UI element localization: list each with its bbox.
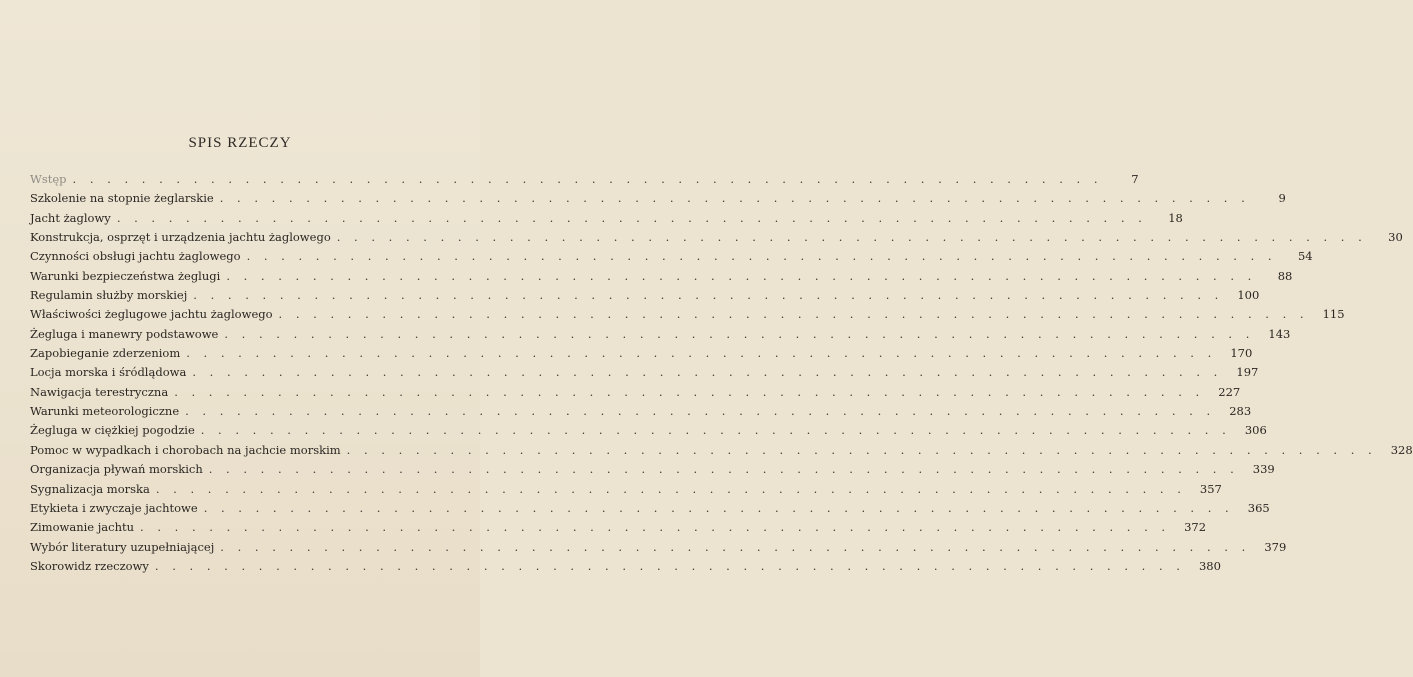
toc-entry-page-number: 115 <box>1322 307 1345 322</box>
toc-entry <box>30 441 1413 460</box>
toc-entry <box>30 286 1260 305</box>
toc-entry-label: Zimowanie jachtu <box>30 520 135 535</box>
toc-entry-page-number: 365 <box>1247 500 1270 515</box>
toc-entry <box>30 209 1183 228</box>
toc-dot-leader: . . . . . . . . . . . . . . . . . . . . . . . . . . . . . . . . . . . . . . . . . . . . . . . . . . . . . . . . . . . . <box>208 462 1239 477</box>
toc-entry <box>30 247 1313 266</box>
toc-entry <box>30 189 1286 208</box>
toc-entry-label: Właściwości żeglugowe jachtu żaglowego <box>30 307 273 322</box>
toc-entry-label: Sygnalizacja morska <box>30 481 150 496</box>
toc-entry-page-number: 100 <box>1237 288 1260 303</box>
toc-entry-page-number: 339 <box>1252 462 1275 477</box>
toc-entry-label: Konstrukcja, osprzęt i urządzenia jachtu żaglowego <box>30 230 331 245</box>
toc-dot-leader: . . . . . . . . . . . . . . . . . . . . . . . . . . . . . . . . . . . . . . . . . . . . . . . . . . . . . . . . . . . . <box>116 210 1147 225</box>
toc-entry <box>30 460 1275 479</box>
toc-entry <box>30 228 1403 247</box>
toc-dot-leader: . . . . . . . . . . . . . . . . . . . . . . . . . . . . . . . . . . . . . . . . . . . . . . . . . . . . . . . . . . . . <box>72 172 1103 186</box>
toc-entry-label: Pomoc w wypadkach i chorobach na jachcie morskim <box>30 442 341 457</box>
toc-entry-page-number: 18 <box>1168 210 1183 225</box>
toc-entry-page-number: 380 <box>1198 558 1221 573</box>
toc-entry-page-number: 283 <box>1229 404 1252 419</box>
toc-entry-page-number: 357 <box>1199 481 1222 496</box>
toc-dot-leader: . . . . . . . . . . . . . . . . . . . . . . . . . . . . . . . . . . . . . . . . . . . . . . . . . . . . . . . . . . . . <box>186 346 1217 361</box>
toc-entry-label: Żegluga i manewry podstawowe <box>30 326 219 341</box>
toc-dot-leader: . . . . . . . . . . . . . . . . . . . . . . . . . . . . . . . . . . . . . . . . . . . . . . . . . . . . . . . . . . . . <box>192 365 1223 380</box>
toc-dot-leader: . . . . . . . . . . . . . . . . . . . . . . . . . . . . . . . . . . . . . . . . . . . . . . . . . . . . . . . . . . . . <box>140 520 1171 535</box>
toc-entry-label: Organizacja pływań morskich <box>30 462 203 477</box>
toc-entry-label: Wybór literatury uzupełniającej <box>30 539 215 554</box>
toc-dot-leader: . . . . . . . . . . . . . . . . . . . . . . . . . . . . . . . . . . . . . . . . . . . . . . . . . . . . . . . . . . . . <box>193 288 1224 303</box>
toc-dot-leader: . . . . . . . . . . . . . . . . . . . . . . . . . . . . . . . . . . . . . . . . . . . . . . . . . . . . . . . . . . . . <box>203 500 1234 515</box>
toc-entry-page-number: 7 <box>1131 172 1139 186</box>
toc-entry-label: Jacht żaglowy <box>30 210 111 225</box>
toc-entry <box>30 383 1241 402</box>
toc-entry <box>30 363 1259 382</box>
toc-entry-page-number: 379 <box>1264 539 1287 554</box>
toc-entry-page-number: 372 <box>1184 520 1207 535</box>
toc-dot-leader: . . . . . . . . . . . . . . . . . . . . . . . . . . . . . . . . . . . . . . . . . . . . . . . . . . . . . . . . . . . . <box>200 423 1231 438</box>
toc-entry <box>30 421 1267 440</box>
toc-dot-leader: . . . . . . . . . . . . . . . . . . . . . . . . . . . . . . . . . . . . . . . . . . . . . . . . . . . . . . . . . . . . <box>185 404 1216 419</box>
toc-entry-page-number: 143 <box>1268 326 1291 341</box>
toc-entry-label: Szkolenie na stopnie żeglarskie <box>30 191 214 206</box>
toc-entry-label: Warunki meteorologiczne <box>30 404 180 419</box>
toc-entry-label: Zapobieganie zderzeniom <box>30 346 181 361</box>
toc-entry-page-number: 88 <box>1277 268 1293 283</box>
toc-entry <box>30 402 1252 421</box>
toc-entry <box>30 538 1287 557</box>
toc-entry <box>30 267 1293 286</box>
toc-entry-page-number: 227 <box>1218 384 1241 399</box>
page-title: SPIS RZECZY <box>188 135 292 151</box>
toc-entry-page-number: 197 <box>1236 365 1259 380</box>
toc-entry-page-number: 54 <box>1297 249 1313 264</box>
toc-dot-leader: . . . . . . . . . . . . . . . . . . . . . . . . . . . . . . . . . . . . . . . . . . . . . . . . . . . . . . . . . . . . <box>346 442 1377 457</box>
toc-entry <box>30 480 1222 499</box>
toc-dot-leader: . . . . . . . . . . . . . . . . . . . . . . . . . . . . . . . . . . . . . . . . . . . . . . . . . . . . . . . . . . . . <box>154 558 1185 573</box>
toc-entry-label: Skorowidz rzeczowy <box>30 558 149 573</box>
toc-entry <box>30 170 1139 189</box>
toc-entry-page-number: 306 <box>1244 423 1267 438</box>
toc-entry-page-number: 328 <box>1390 442 1413 457</box>
toc-entry-page-number: 30 <box>1388 230 1403 245</box>
toc-entry <box>30 305 1345 324</box>
toc-entry <box>30 344 1253 363</box>
toc-entry-label: Locja morska i śródlądowa <box>30 365 187 380</box>
toc-entry-page-number: 170 <box>1230 346 1253 361</box>
table-of-contents <box>30 170 1413 576</box>
toc-entry <box>30 499 1270 518</box>
toc-entry-label: Nawigacja terestryczna <box>30 384 169 399</box>
toc-entry-page-number: 9 <box>1278 191 1286 206</box>
toc-dot-leader: . . . . . . . . . . . . . . . . . . . . . . . . . . . . . . . . . . . . . . . . . . . . . . . . . . . . . . . . . . . . <box>220 539 1251 554</box>
toc-entry-label: Czynności obsługi jachtu żaglowego <box>30 249 241 264</box>
toc-entry-label: Żegluga w ciężkiej pogodzie <box>30 423 195 438</box>
toc-dot-leader: . . . . . . . . . . . . . . . . . . . . . . . . . . . . . . . . . . . . . . . . . . . . . . . . . . . . . . . . . . . . <box>278 307 1309 322</box>
toc-dot-leader: . . . . . . . . . . . . . . . . . . . . . . . . . . . . . . . . . . . . . . . . . . . . . . . . . . . . . . . . . . . . <box>336 230 1367 245</box>
toc-entry-label: Warunki bezpieczeństwa żeglugi <box>30 268 221 283</box>
toc-entry <box>30 518 1207 537</box>
toc-entry-label: Wstęp <box>30 172 67 186</box>
toc-entry <box>30 557 1221 576</box>
toc-entry-label: Regulamin służby morskiej <box>30 288 188 303</box>
toc-dot-leader: . . . . . . . . . . . . . . . . . . . . . . . . . . . . . . . . . . . . . . . . . . . . . . . . . . . . . . . . . . . . <box>155 481 1186 496</box>
toc-dot-leader: . . . . . . . . . . . . . . . . . . . . . . . . . . . . . . . . . . . . . . . . . . . . . . . . . . . . . . . . . . . . <box>246 249 1277 264</box>
toc-dot-leader: . . . . . . . . . . . . . . . . . . . . . . . . . . . . . . . . . . . . . . . . . . . . . . . . . . . . . . . . . . . . <box>219 191 1250 206</box>
toc-dot-leader: . . . . . . . . . . . . . . . . . . . . . . . . . . . . . . . . . . . . . . . . . . . . . . . . . . . . . . . . . . . . <box>224 326 1255 341</box>
toc-dot-leader: . . . . . . . . . . . . . . . . . . . . . . . . . . . . . . . . . . . . . . . . . . . . . . . . . . . . . . . . . . . . <box>226 268 1257 283</box>
toc-dot-leader: . . . . . . . . . . . . . . . . . . . . . . . . . . . . . . . . . . . . . . . . . . . . . . . . . . . . . . . . . . . . <box>174 384 1205 399</box>
toc-entry-label: Etykieta i zwyczaje jachtowe <box>30 500 198 515</box>
toc-entry <box>30 325 1291 344</box>
